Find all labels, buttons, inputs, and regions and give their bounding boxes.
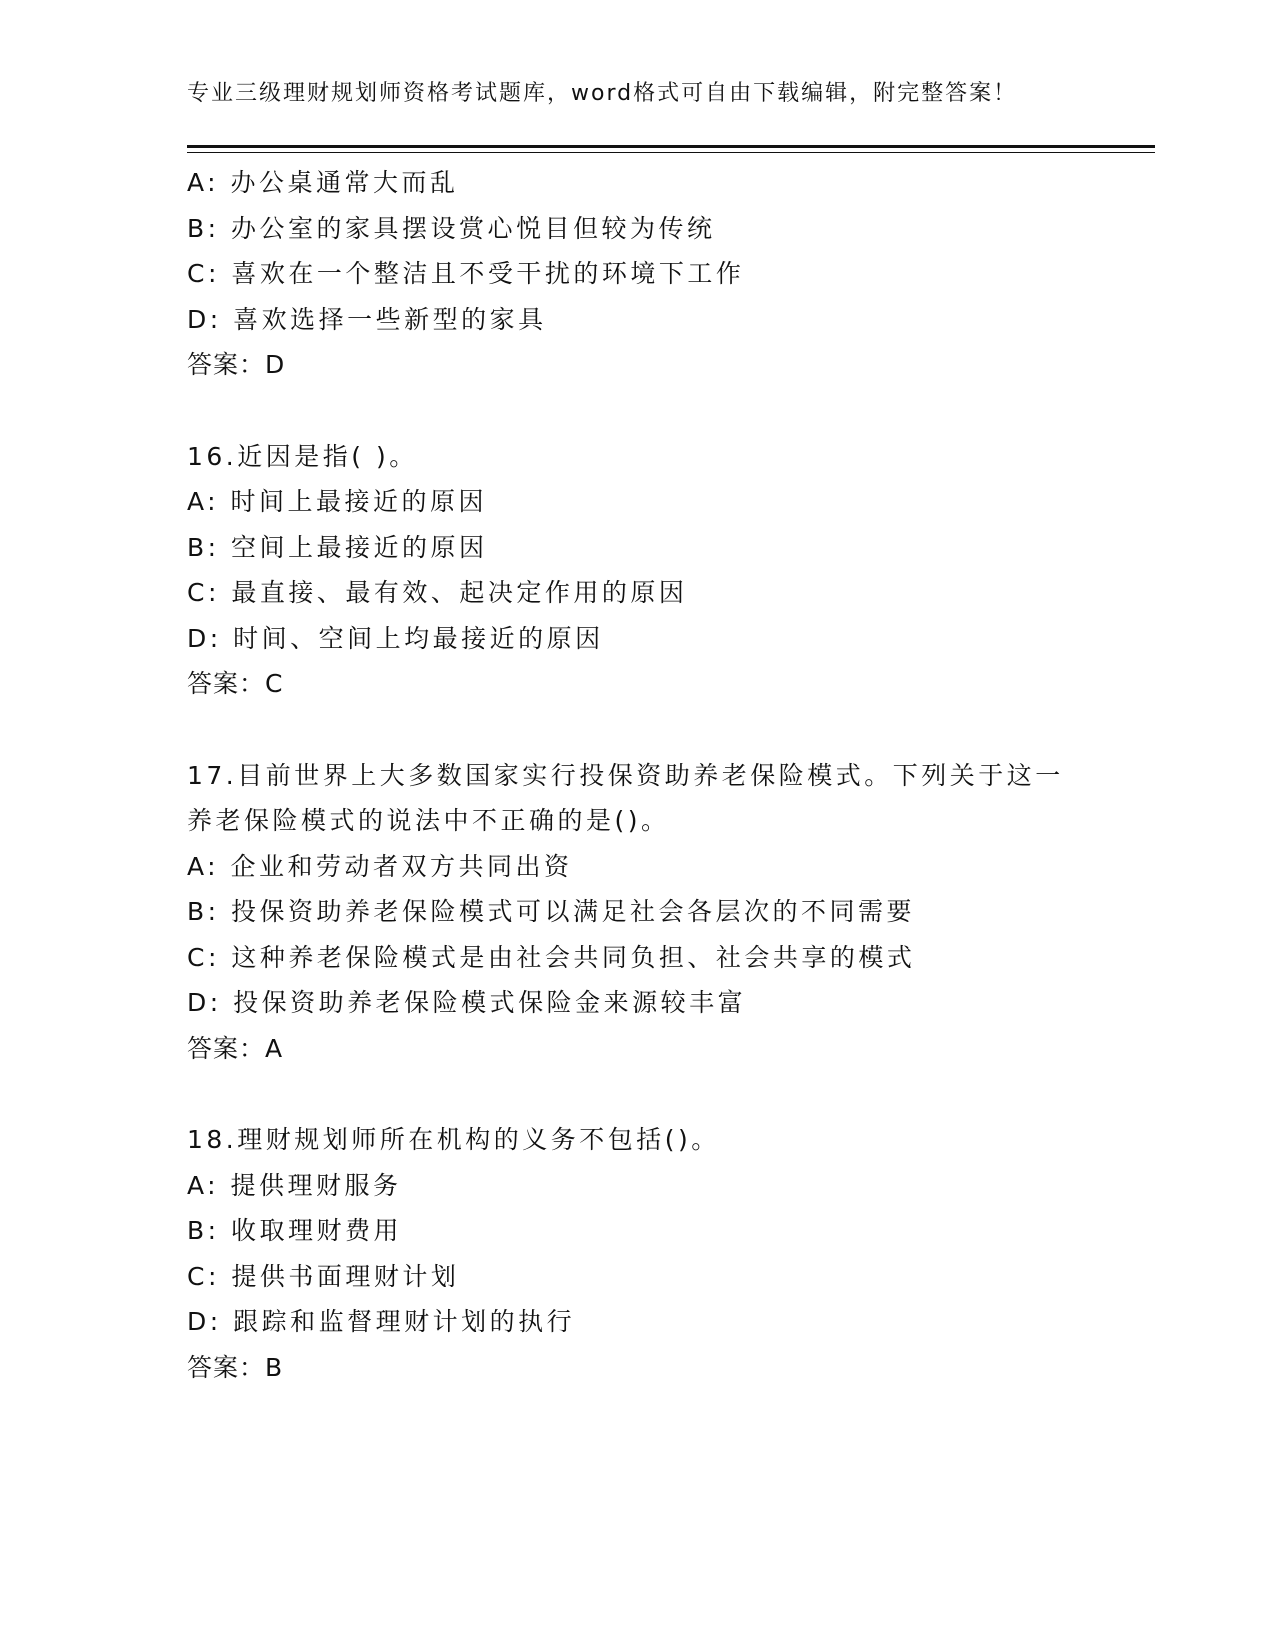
answer-line: 答案：C [187, 669, 284, 698]
question-stem: 16.近因是指( )。 [187, 441, 418, 471]
option-c: C: 提供书面理财计划 [187, 1261, 460, 1291]
spacer [187, 1071, 1087, 1117]
option-d: D: 喜欢选择一些新型的家具 [187, 304, 547, 334]
option-c: C: 这种养老保险模式是由社会共同负担、社会共享的模式 [187, 942, 916, 972]
option-a: A: 企业和劳动者双方共同出资 [187, 851, 573, 881]
question-16 [187, 434, 1087, 707]
question-stem: 18.理财规划师所在机构的义务不包括()。 [187, 1125, 720, 1154]
page-header: 专业三级理财规划师资格考试题库，word格式可自由下载编辑，附完整答案！ [187, 81, 1018, 106]
question-15 [187, 160, 1087, 388]
option-b: B: 投保资助养老保险模式可以满足社会各层次的不同需要 [187, 897, 916, 926]
question-stem: 17.目前世界上大多数国家实行投保资助养老保险模式。下列关于这一养老保险模式的说法中不正确的是()。 [187, 760, 1064, 835]
answer-line: 答案：B [187, 1352, 284, 1382]
option-a: A: 办公桌通常大而乱 [187, 168, 459, 197]
option-a: A: 提供理财服务 [187, 1170, 402, 1200]
spacer [187, 707, 1087, 753]
answer-line: 答案：A [187, 1033, 284, 1063]
option-d: D: 投保资助养老保险模式保险金来源较丰富 [187, 988, 747, 1017]
answer-line: 答案：D [187, 350, 286, 379]
question-list [187, 160, 1087, 1390]
spacer [187, 388, 1087, 434]
option-b: B: 空间上最接近的原因 [187, 532, 488, 562]
option-c: C: 最直接、最有效、起决定作用的原因 [187, 578, 688, 607]
question-18 [187, 1117, 1087, 1390]
option-d: D: 时间、空间上均最接近的原因 [187, 623, 604, 653]
option-a: A: 时间上最接近的原因 [187, 487, 488, 516]
question-17 [187, 753, 1087, 1072]
header-rule-thin [187, 152, 1155, 153]
option-d: D: 跟踪和监督理财计划的执行 [187, 1307, 576, 1336]
option-b: B: 办公室的家具摆设赏心悦目但较为传统 [187, 213, 716, 243]
option-b: B: 收取理财费用 [187, 1216, 403, 1245]
option-c: C: 喜欢在一个整洁且不受干扰的环境下工作 [187, 259, 745, 288]
header-rule-thick [187, 145, 1155, 148]
